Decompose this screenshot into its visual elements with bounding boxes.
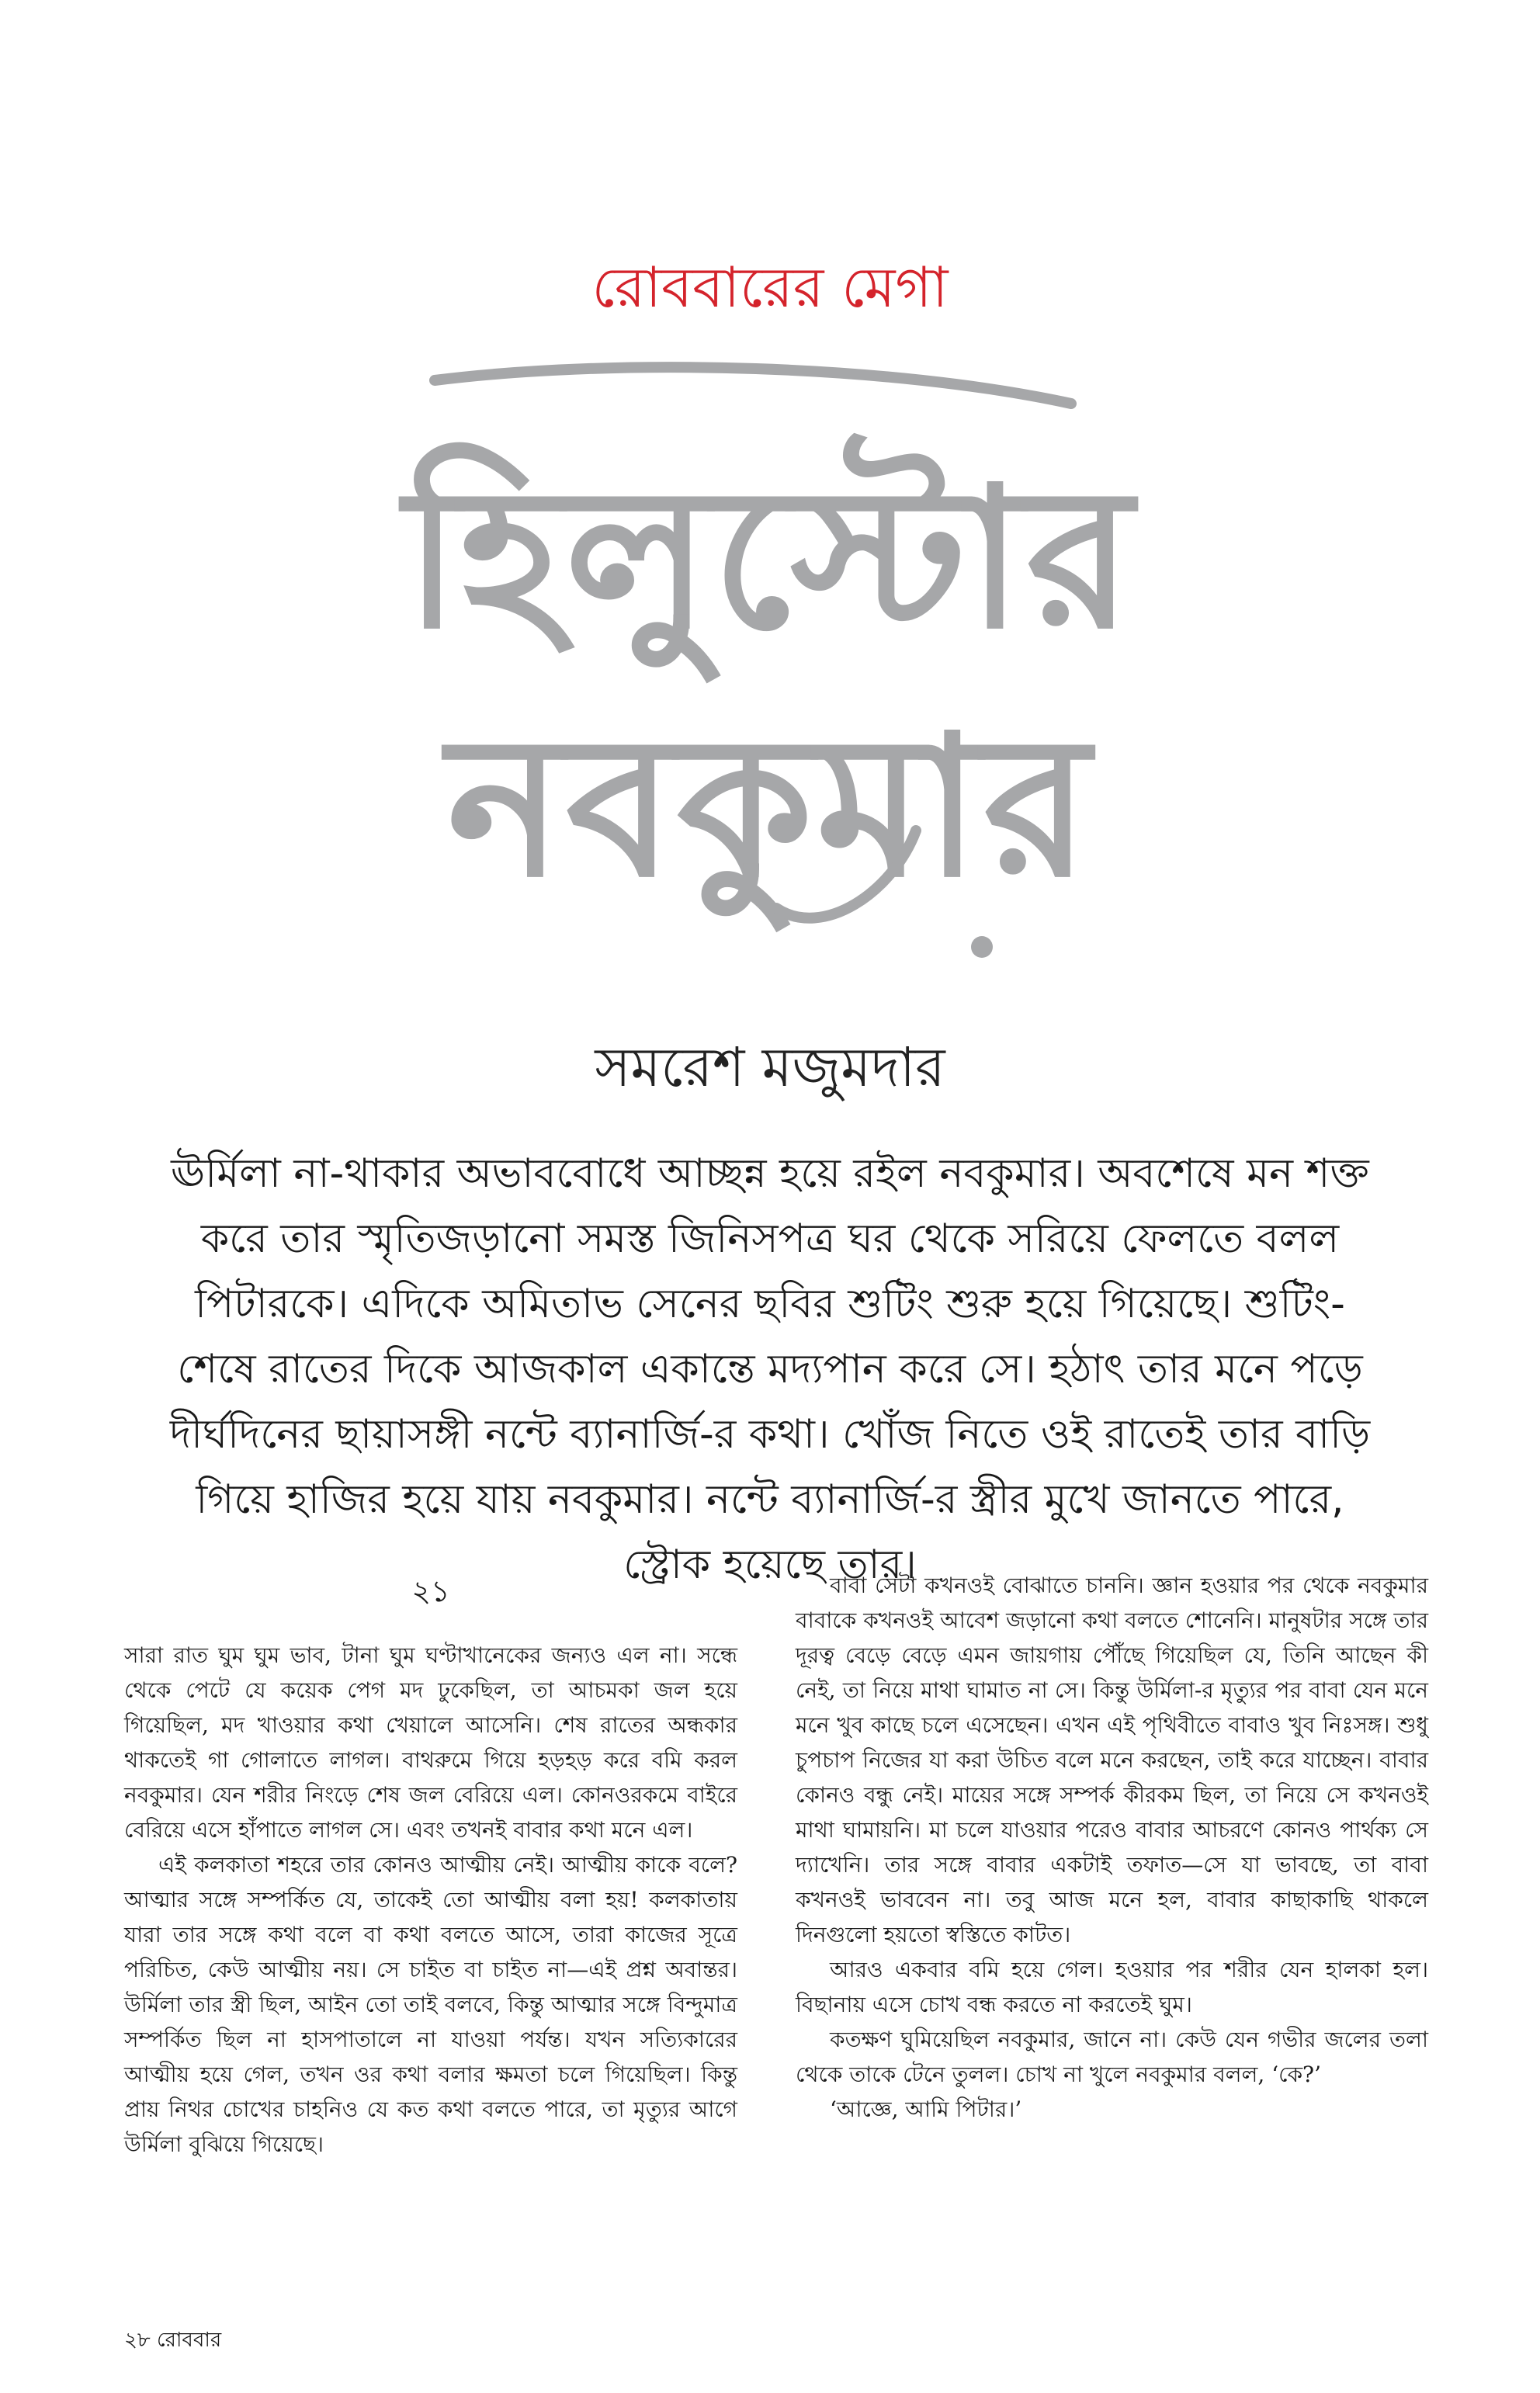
paragraph: বাবা সেটা কখনওই বোঝাতে চাননি। জ্ঞান হওয়ার পর থেকে নবকুমার বাবাকে কখনওই আবেশ জড়ানো কথা বলতে শোনেনি। মানুষটার সঙ্গে তার দূরত্ব বেড়ে বেড়ে এমন জায়গায় পৌঁছে গিয়েছিল যে, তিনি আছেন কী নেই, তা নিয়ে মাথা ঘামাত না সে। কিন্তু উর্মিলা-র মৃত্যুর পর বাবা যেন মনে মনে খুব কাছে চলে এসেছেন। এখন এই পৃথিবীতে বাবাও খুব নিঃসঙ্গ। শুধু চুপচাপ নিজের যা করা উচিত বলে মনে করছেন, তাই করে যাচ্ছেন। বাবার কোনও বন্ধু নেই। মায়ের সঙ্গে সম্পর্ক কীরকম ছিল, তা নিয়ে সে কখনওই মাথা ঘামায়নি। মা চলে যাওয়ার পরেও বাবার আচরণে কোনও পার্থক্য সে দ্যাখেনি। তার সঙ্গে বাবার একটাই তফাত—সে যা ভাবছে, তা বাবা কখনওই ভাববেন না। তবু আজ মনে হল, বাবার কাছাকাছি থাকলে দিনগুলো হয়তো স্বস্তিতে কাটত। — [796, 1573, 1428, 1947]
paragraph: কতক্ষণ ঘুমিয়েছিল নবকুমার, জানে না। কেউ যেন গভীর জলের তলা থেকে তাকে টেনে তুলল। চোখ না খুলে নবকুমার বলল, ‘কে?’ — [796, 2027, 1428, 2087]
paragraph: এই কলকাতা শহরে তার কোনও আত্মীয় নেই। আত্মীয় কাকে বলে? আত্মার সঙ্গে সম্পর্কিত যে, তাকেই তো আত্মীয় বলা হয়! কলকাতায় যারা তার সঙ্গে কথা বলে বা কথা বলতে আসে, তারা কাজের সূত্রে পরিচিত, কেউ আত্মীয় নয়। সে চাইত বা চাইত না—এই প্রশ্ন অবান্তর। উর্মিলা তার স্ত্রী ছিল, আইন তো তাই বলবে, কিন্তু আত্মার সঙ্গে বিন্দুমাত্র সম্পর্কিত ছিল না হাসপাতালে না যাওয়া পর্যন্ত। যখন সত্যিকারের আত্মীয় হয়ে গেল, তখন ওর কথা বলার ক্ষমতা চলে গিয়েছিল। কিন্তু প্রায় নিথর চোখের চাহনিও যে কত কথা বলতে পারে, তা মৃত্যুর আগে উর্মিলা বুঝিয়ে গিয়েছে। — [124, 1852, 737, 2157]
chapter-number: ২১ — [411, 1574, 450, 1608]
left-column — [124, 1568, 737, 2162]
paragraph: আরও একবার বমি হয়ে গেল। হওয়ার পর শরীর যেন হালকা হল। বিছানায় এসে চোখ বন্ধ করতে না করতেই ঘুম। — [796, 1957, 1428, 2017]
paragraph: ‘আজ্ঞে, আমি পিটার।’ — [830, 2096, 1022, 2122]
page-folio: ২৮ রোববার — [124, 2329, 222, 2352]
right-column — [796, 1568, 1428, 2127]
title-calligraphy — [0, 349, 1540, 1017]
intro-summary: ঊর্মিলা না-থাকার অভাববোধে আচ্ছন্ন হয়ে রইল নবকুমার। অবশেষে মন শক্ত করে তার স্মৃতিজড়ানো সমস্ত জিনিসপত্র ঘর থেকে সরিয়ে ফেলতে বলল পিটারকে। এদিকে অমিতাভ সেনের ছবির শুটিং শুরু হয়ে গিয়েছে। শুটিং-শেষে রাতের দিকে আজকাল একান্তে মদ্যপান করে সে। হঠাৎ তার মনে পড়ে দীর্ঘদিনের ছায়াসঙ্গী নন্টে ব্যানার্জি-র কথা। খোঁজ নিতে ওই রাতেই তার বাড়ি গিয়ে হাজির হয়ে যায় নবকুমার। নন্টে ব্যানার্জি-র স্ত্রীর মুখে জানতে পারে, স্ট্রোক হয়েছে তার। — [169, 1150, 1371, 1588]
title-flourish-icon — [0, 349, 1540, 1017]
title-line-1: হিলুস্টোর — [404, 446, 1136, 671]
title-line-2: নবকুমার — [446, 694, 1094, 920]
kicker-heading: রোববারের মেগা — [591, 255, 949, 320]
paragraph: সারা রাত ঘুম ঘুম ভাব, টানা ঘুম ঘণ্টাখানেকের জন্যও এল না। সন্ধে থেকে পেটে যে কয়েক পেগ মদ ঢুকেছিল, তা আচমকা জল হয়ে গিয়েছিল, মদ খাওয়ার কথা খেয়ালে আসেনি। শেষ রাতের অন্ধকার থাকতেই গা গোলাতে লাগল। বাথরুমে গিয়ে হড়হড় করে বমি করল নবকুমার। যেন শরীর নিংড়ে শেষ জল বেরিয়ে এল। কোনওরকমে বাইরে বেরিয়ে এসে হাঁপাতে লাগল সে। এবং তখনই বাবার কথা মনে এল। — [124, 1642, 737, 1843]
author-name: সমরেশ মজুমদার — [595, 1035, 945, 1099]
